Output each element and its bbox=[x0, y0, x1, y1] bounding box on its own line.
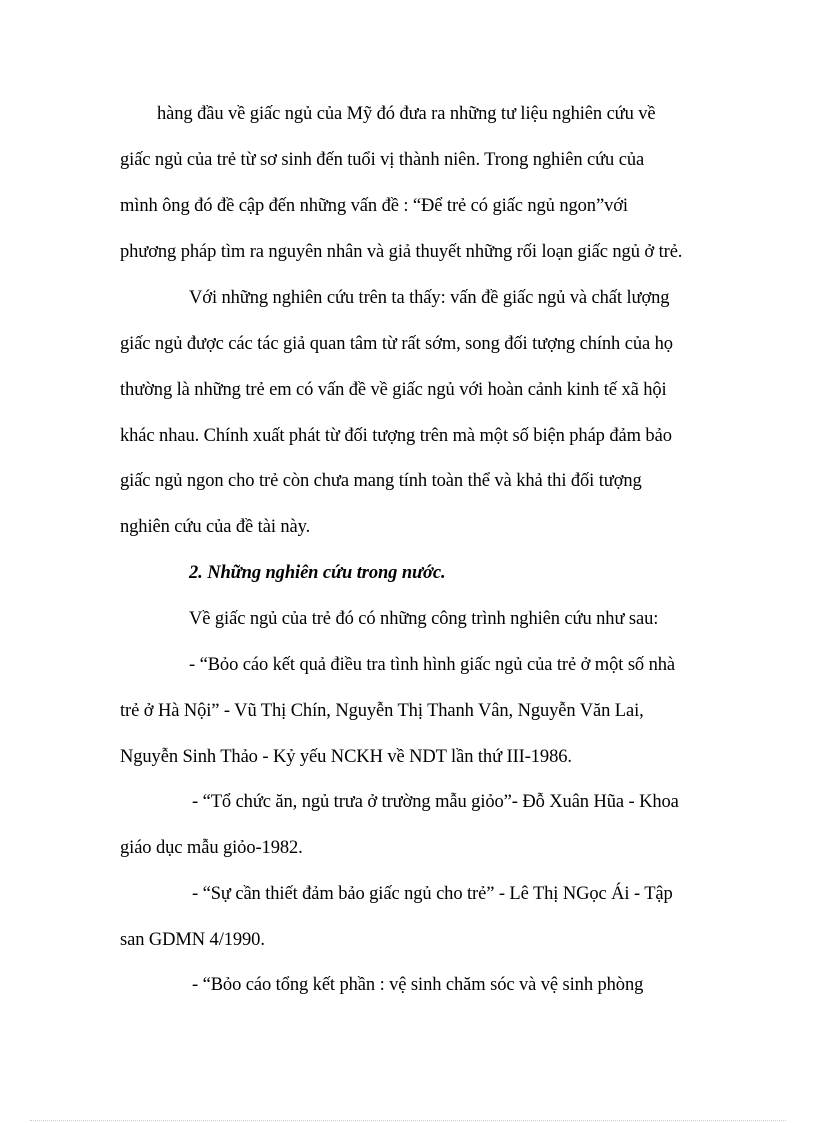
text-line-2: giấc ngủ của trẻ từ sơ sinh đến tuổi vị thành niên. Trong nghiên cứu của bbox=[120, 150, 645, 170]
text-line-15: - “Tổ chức ăn, ngủ trưa ở trường mẫu giỏo”- Đỗ Xuân Hũa - Khoa bbox=[192, 792, 679, 812]
text-line-9: giấc ngủ ngon cho trẻ còn chưa mang tính toàn thể và khả thi đối tượng bbox=[120, 471, 642, 491]
text-line-14: Nguyễn Sinh Thảo - Kỷ yếu NCKH về NDT lần thứ III-1986. bbox=[120, 747, 572, 767]
text-line-5: Với những nghiên cứu trên ta thấy: vấn đề giấc ngủ và chất lượng bbox=[189, 288, 670, 308]
text-line-8: khác nhau. Chính xuất phát từ đối tượng trên mà một số biện pháp đảm bảo bbox=[120, 426, 672, 446]
text-line-6: giấc ngủ được các tác giả quan tâm từ rất sớm, song đối tượng chính của họ bbox=[120, 334, 673, 354]
text-line-17: - “Sự cần thiết đảm bảo giấc ngủ cho trẻ” - Lê Thị NGọc Ái - Tập bbox=[192, 884, 673, 904]
text-line-4: phương pháp tìm ra nguyên nhân và giả thuyết những rối loạn giấc ngủ ở trẻ. bbox=[120, 242, 683, 262]
text-line-18: san GDMN 4/1990. bbox=[120, 930, 265, 950]
text-line-19: - “Bỏo cáo tổng kết phần : vệ sinh chăm sóc và vệ sinh phòng bbox=[192, 975, 644, 995]
text-line-3: mình ông đó đề cập đến những vấn đề : “Để trẻ có giấc ngủ ngon”với bbox=[120, 196, 628, 216]
text-line-7: thường là những trẻ em có vấn đề về giấc ngủ với hoàn cảnh kinh tế xã hội bbox=[120, 380, 667, 400]
text-line-16: giáo dục mẫu giỏo-1982. bbox=[120, 838, 303, 858]
text-line-1: hàng đầu về giấc ngủ của Mỹ đó đưa ra những tư liệu nghiên cứu về bbox=[157, 104, 656, 124]
text-line-11: Về giấc ngủ của trẻ đó có những công trình nghiên cứu như sau: bbox=[189, 609, 659, 629]
text-line-12: - “Bỏo cáo kết quả điều tra tình hình giấc ngủ của trẻ ở một số nhà bbox=[189, 655, 675, 675]
text-line-13: trẻ ở Hà Nội” - Vũ Thị Chín, Nguyễn Thị Thanh Vân, Nguyễn Văn Lai, bbox=[120, 701, 644, 721]
section-heading: 2. Những nghiên cứu trong nước. bbox=[189, 563, 446, 583]
page-bottom-divider bbox=[30, 1120, 786, 1121]
text-line-10: nghiên cứu của đề tài này. bbox=[120, 517, 311, 537]
